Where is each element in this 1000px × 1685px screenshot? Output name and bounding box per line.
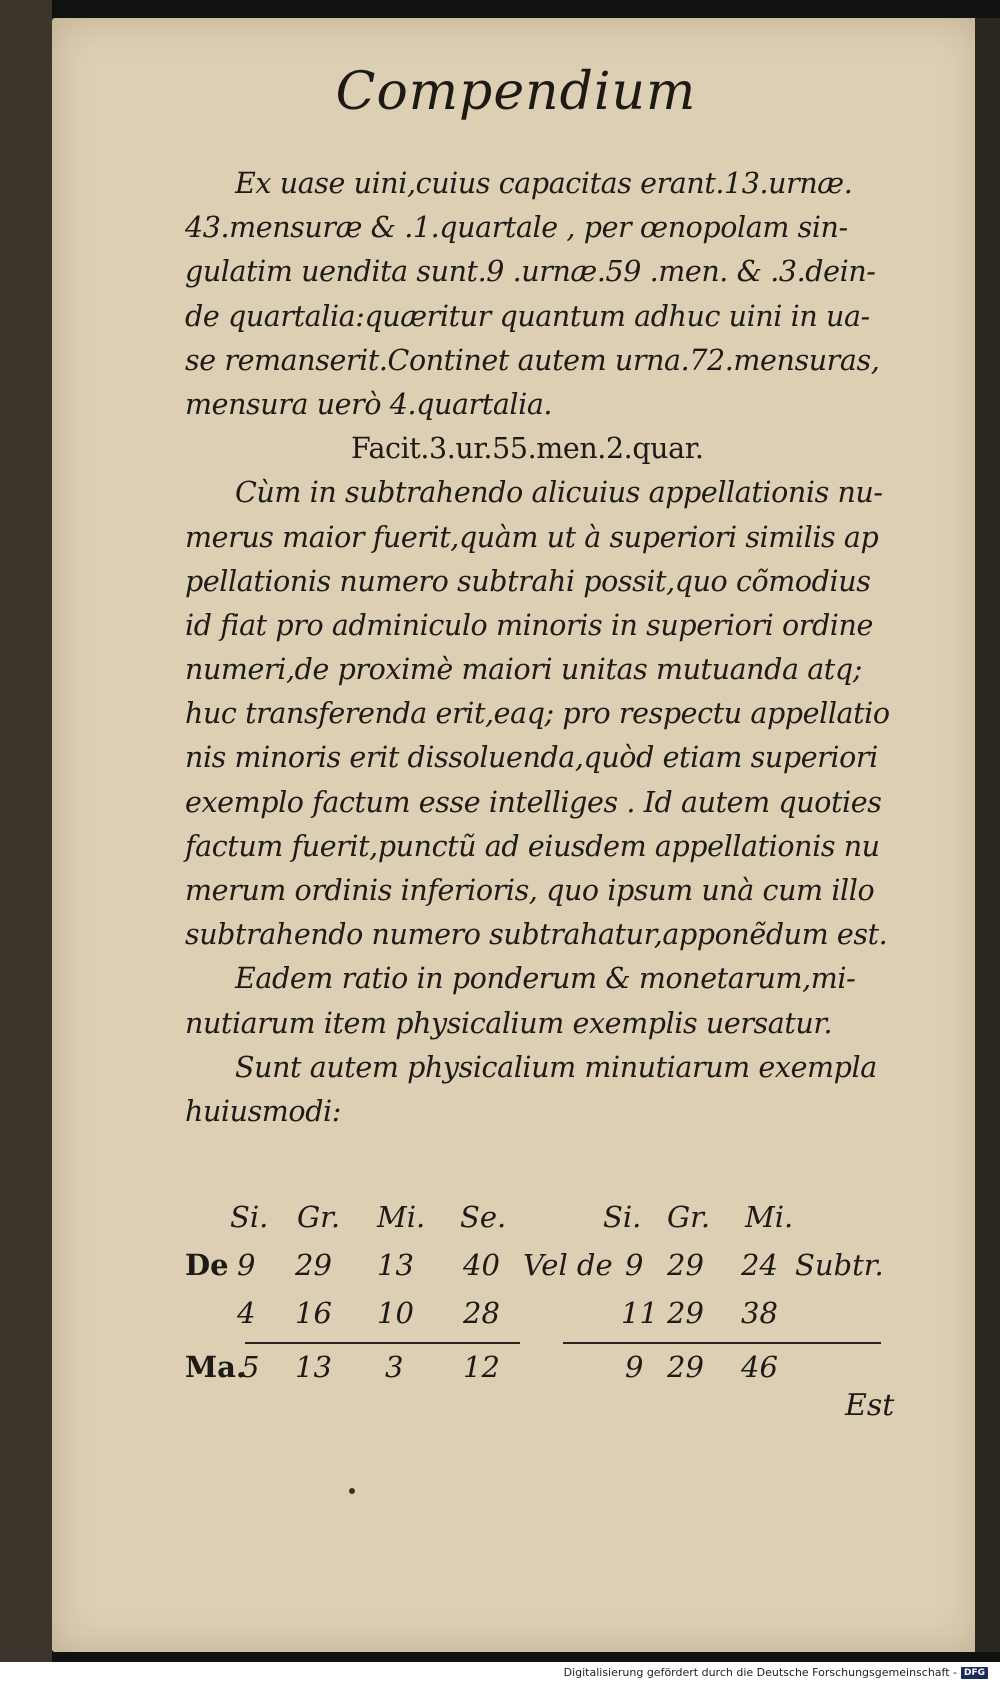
text-line: nutiarum item physicalium exemplis uersatur. [185, 1006, 833, 1040]
book-binding-edge [0, 0, 52, 1662]
table-cell: 29 [667, 1350, 704, 1384]
body-text [185, 162, 905, 1134]
text-line: gulatim uendita sunt.9 .urnæ.59 .men. & .3.dein- [185, 255, 876, 289]
table-cell: 9 [625, 1350, 644, 1384]
table-cell: 11 [621, 1296, 658, 1330]
text-line: Eadem ratio in ponderum & monetarum,mi- [235, 962, 856, 996]
page-right-edge [975, 18, 1000, 1652]
table-cell: 9 [237, 1248, 256, 1282]
text-line: pellationis numero subtrahi possit,quo cõmodius [185, 564, 871, 598]
row-mid-label: Vel de [523, 1248, 613, 1282]
table-header: Mi. [377, 1200, 426, 1234]
text-line: Ex uase uini,cuius capacitas erant.13.urnæ. [235, 167, 853, 200]
table-cell: 46 [741, 1350, 778, 1384]
text-line: factum fuerit,punctũ ad eiusdem appellationis nu [185, 829, 880, 863]
table-cell: 16 [295, 1296, 332, 1330]
table-cell: 29 [667, 1248, 704, 1282]
table-header: Gr. [297, 1200, 341, 1234]
table-header: Si. [603, 1200, 642, 1234]
ink-speck [349, 1488, 355, 1494]
text-line: numeri,de proximè maiori unitas mutuanda atq; [185, 653, 862, 687]
table-cell: 40 [463, 1248, 500, 1282]
catchword: Est [845, 1388, 895, 1423]
table-cell: 29 [667, 1296, 704, 1330]
text-line: huiusmodi: [185, 1094, 341, 1128]
table-cell: 5 [241, 1350, 260, 1384]
sum-rule-left [245, 1342, 520, 1344]
row-label: Ma. [185, 1350, 246, 1384]
text-line: huc transferenda erit,eaq; pro respectu appellatio [185, 697, 890, 731]
row-label: De [185, 1248, 229, 1282]
table-cell: 4 [237, 1296, 256, 1330]
text-line: de quartalia:quæritur quantum adhuc uini in ua- [185, 299, 870, 333]
text-line: mensura uerò 4.quartalia. [185, 387, 553, 421]
table-cell: 13 [377, 1248, 414, 1282]
table-cell: 3 [385, 1350, 404, 1384]
table-header: Mi. [745, 1200, 794, 1234]
table-cell: 24 [741, 1248, 778, 1282]
table-cell: 10 [377, 1296, 414, 1330]
table-cell: 28 [463, 1296, 500, 1330]
table-cell: 38 [741, 1296, 778, 1330]
table-cell: 9 [625, 1248, 644, 1282]
table-cell: 12 [463, 1350, 500, 1384]
table-header: Gr. [667, 1200, 711, 1234]
text-line: subtrahendo numero subtrahatur,apponẽdum est. [185, 918, 888, 952]
table-header: Se. [460, 1200, 507, 1234]
sum-rule-right [563, 1342, 881, 1344]
result-line: Facit.3.ur.55.men.2.quar. [351, 432, 704, 466]
text-line: nis minoris erit dissoluenda,quòd etiam superiori [185, 741, 878, 775]
text-line: exemplo factum esse intelliges . Id autem quoties [185, 785, 882, 819]
text-line: Sunt autem physicalium minutiarum exempla [235, 1050, 877, 1084]
digitization-credit [564, 1666, 988, 1679]
text-line: 43.mensuræ & .1.quartale , per œnopolam sin- [185, 211, 848, 245]
text-line: merum ordinis inferioris, quo ipsum unà cum illo [185, 874, 875, 907]
table-header: Si. [230, 1200, 269, 1234]
text-line: merus maior fuerit,quàm ut à superiori similis ap [185, 520, 879, 554]
credit-text: Digitalisierung gefördert durch die Deutsche Forschungsgemeinschaft - [563, 1666, 957, 1679]
dfg-logo: DFG [961, 1667, 988, 1679]
text-line: se remanserit.Continet autem urna.72.mensuras, [185, 343, 880, 377]
text-line: Cùm in subtrahendo alicuius appellationis nu- [235, 476, 883, 510]
row-suffix: Subtr. [795, 1248, 884, 1282]
text-line: id fiat pro adminiculo minoris in superiori ordine [185, 608, 873, 642]
table-cell: 13 [295, 1350, 332, 1384]
running-head: Compendium [335, 62, 697, 122]
table-cell: 29 [295, 1248, 332, 1282]
